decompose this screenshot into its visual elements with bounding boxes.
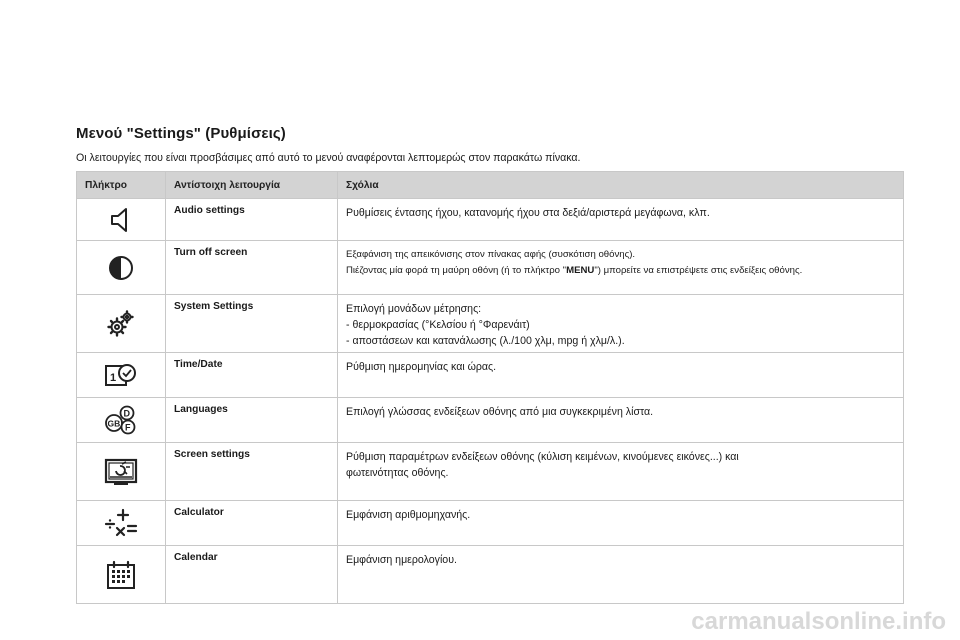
speaker-icon [110, 207, 132, 233]
comment-cell [338, 443, 904, 501]
intro-text: Οι λειτουργίες που είναι προσβάσιμες από αυτό το μενού αναφέρονται λεπτομερώς στον παρακάτω πίνακα. [76, 152, 581, 164]
comment-line: Εμφάνιση αριθμομηχανής. [346, 509, 471, 521]
languages-icon [103, 405, 139, 435]
key-cell [77, 295, 166, 353]
comment-text: Πιέζοντας μία φορά τη μαύρη οθόνη (ή το πλήκτρο " [346, 265, 567, 276]
function-cell: Time/Date [166, 353, 338, 398]
function-cell: Calculator [166, 501, 338, 546]
table-row [77, 398, 904, 443]
clock-calendar-icon [104, 362, 138, 388]
comment-cell [338, 241, 904, 295]
key-cell [77, 199, 166, 241]
function-cell: Calendar [166, 546, 338, 604]
settings-table [76, 171, 904, 604]
calendar-icon [105, 559, 137, 591]
comment-cell [338, 501, 904, 546]
key-cell [77, 443, 166, 501]
key-cell [77, 241, 166, 295]
comment-line: Ρύθμιση παραμέτρων ενδείξεων οθόνης (κύλιση κειμένων, κινούμενες εικόνες...) και [346, 451, 739, 463]
screen-settings-icon [104, 457, 138, 487]
comment-cell [338, 199, 904, 241]
comment-line: Επιλογή γλώσσας ενδείξεων οθόνης από μια συγκεκριμένη λίστα. [346, 406, 654, 418]
table-row [77, 353, 904, 398]
table-row [77, 443, 904, 501]
comment-cell [338, 353, 904, 398]
key-cell [77, 501, 166, 546]
page-title: Μενού "Settings" (Ρυθμίσεις) [76, 125, 286, 142]
watermark: carmanualsonline.info [691, 608, 946, 635]
table-row [77, 241, 904, 295]
function-cell: Screen settings [166, 443, 338, 501]
clock-day-label: 1 [110, 372, 117, 384]
function-cell: System Settings [166, 295, 338, 353]
calculator-icon [103, 507, 139, 539]
language-gb-label: GB [107, 418, 121, 429]
key-cell [77, 398, 166, 443]
function-cell: Audio settings [166, 199, 338, 241]
table-row [77, 546, 904, 604]
comment-cell [338, 398, 904, 443]
language-d-label: D [123, 408, 130, 419]
half-moon-icon [108, 255, 134, 281]
comment-line [346, 263, 895, 279]
comment-line: Επιλογή μονάδων μέτρησης: [346, 303, 482, 315]
comment-line: φωτεινότητας οθόνης. [346, 467, 449, 479]
comment-line: Ρύθμιση ημερομηνίας και ώρας. [346, 361, 497, 373]
table-header-row [77, 172, 904, 199]
comment-line: Εμφάνιση ημερολογίου. [346, 554, 457, 566]
comment-cell [338, 546, 904, 604]
menu-key-label: MENU [566, 265, 595, 276]
table-row [77, 501, 904, 546]
header-key: Πλήκτρο [77, 172, 166, 199]
comment-cell [338, 295, 904, 353]
language-f-label: F [125, 422, 131, 433]
comment-line: Ρυθμίσεις έντασης ήχου, κατανομής ήχου στα δεξιά/αριστερά μεγάφωνα, κλπ. [346, 207, 710, 219]
comment-line: Εξαφάνιση της απεικόνισης στον πίνακας αφής (συσκότιση οθόνης). [346, 249, 636, 260]
function-cell: Turn off screen [166, 241, 338, 295]
key-cell [77, 353, 166, 398]
header-comments: Σχόλια [338, 172, 904, 199]
comment-text: ") μπορείτε να επιστρέψετε στις ενδείξεις οθόνης. [594, 265, 803, 276]
function-cell: Languages [166, 398, 338, 443]
gears-icon [106, 309, 136, 339]
key-cell [77, 546, 166, 604]
comment-line: - θερμοκρασίας (°Κελσίου ή °Φαρενάιτ) [346, 319, 530, 331]
comment-line: - αποστάσεων και κατανάλωσης (λ./100 χλμ, mpg ή χλμ/λ.). [346, 335, 625, 347]
table-row [77, 199, 904, 241]
header-function: Αντίστοιχη λειτουργία [166, 172, 338, 199]
table-row [77, 295, 904, 353]
